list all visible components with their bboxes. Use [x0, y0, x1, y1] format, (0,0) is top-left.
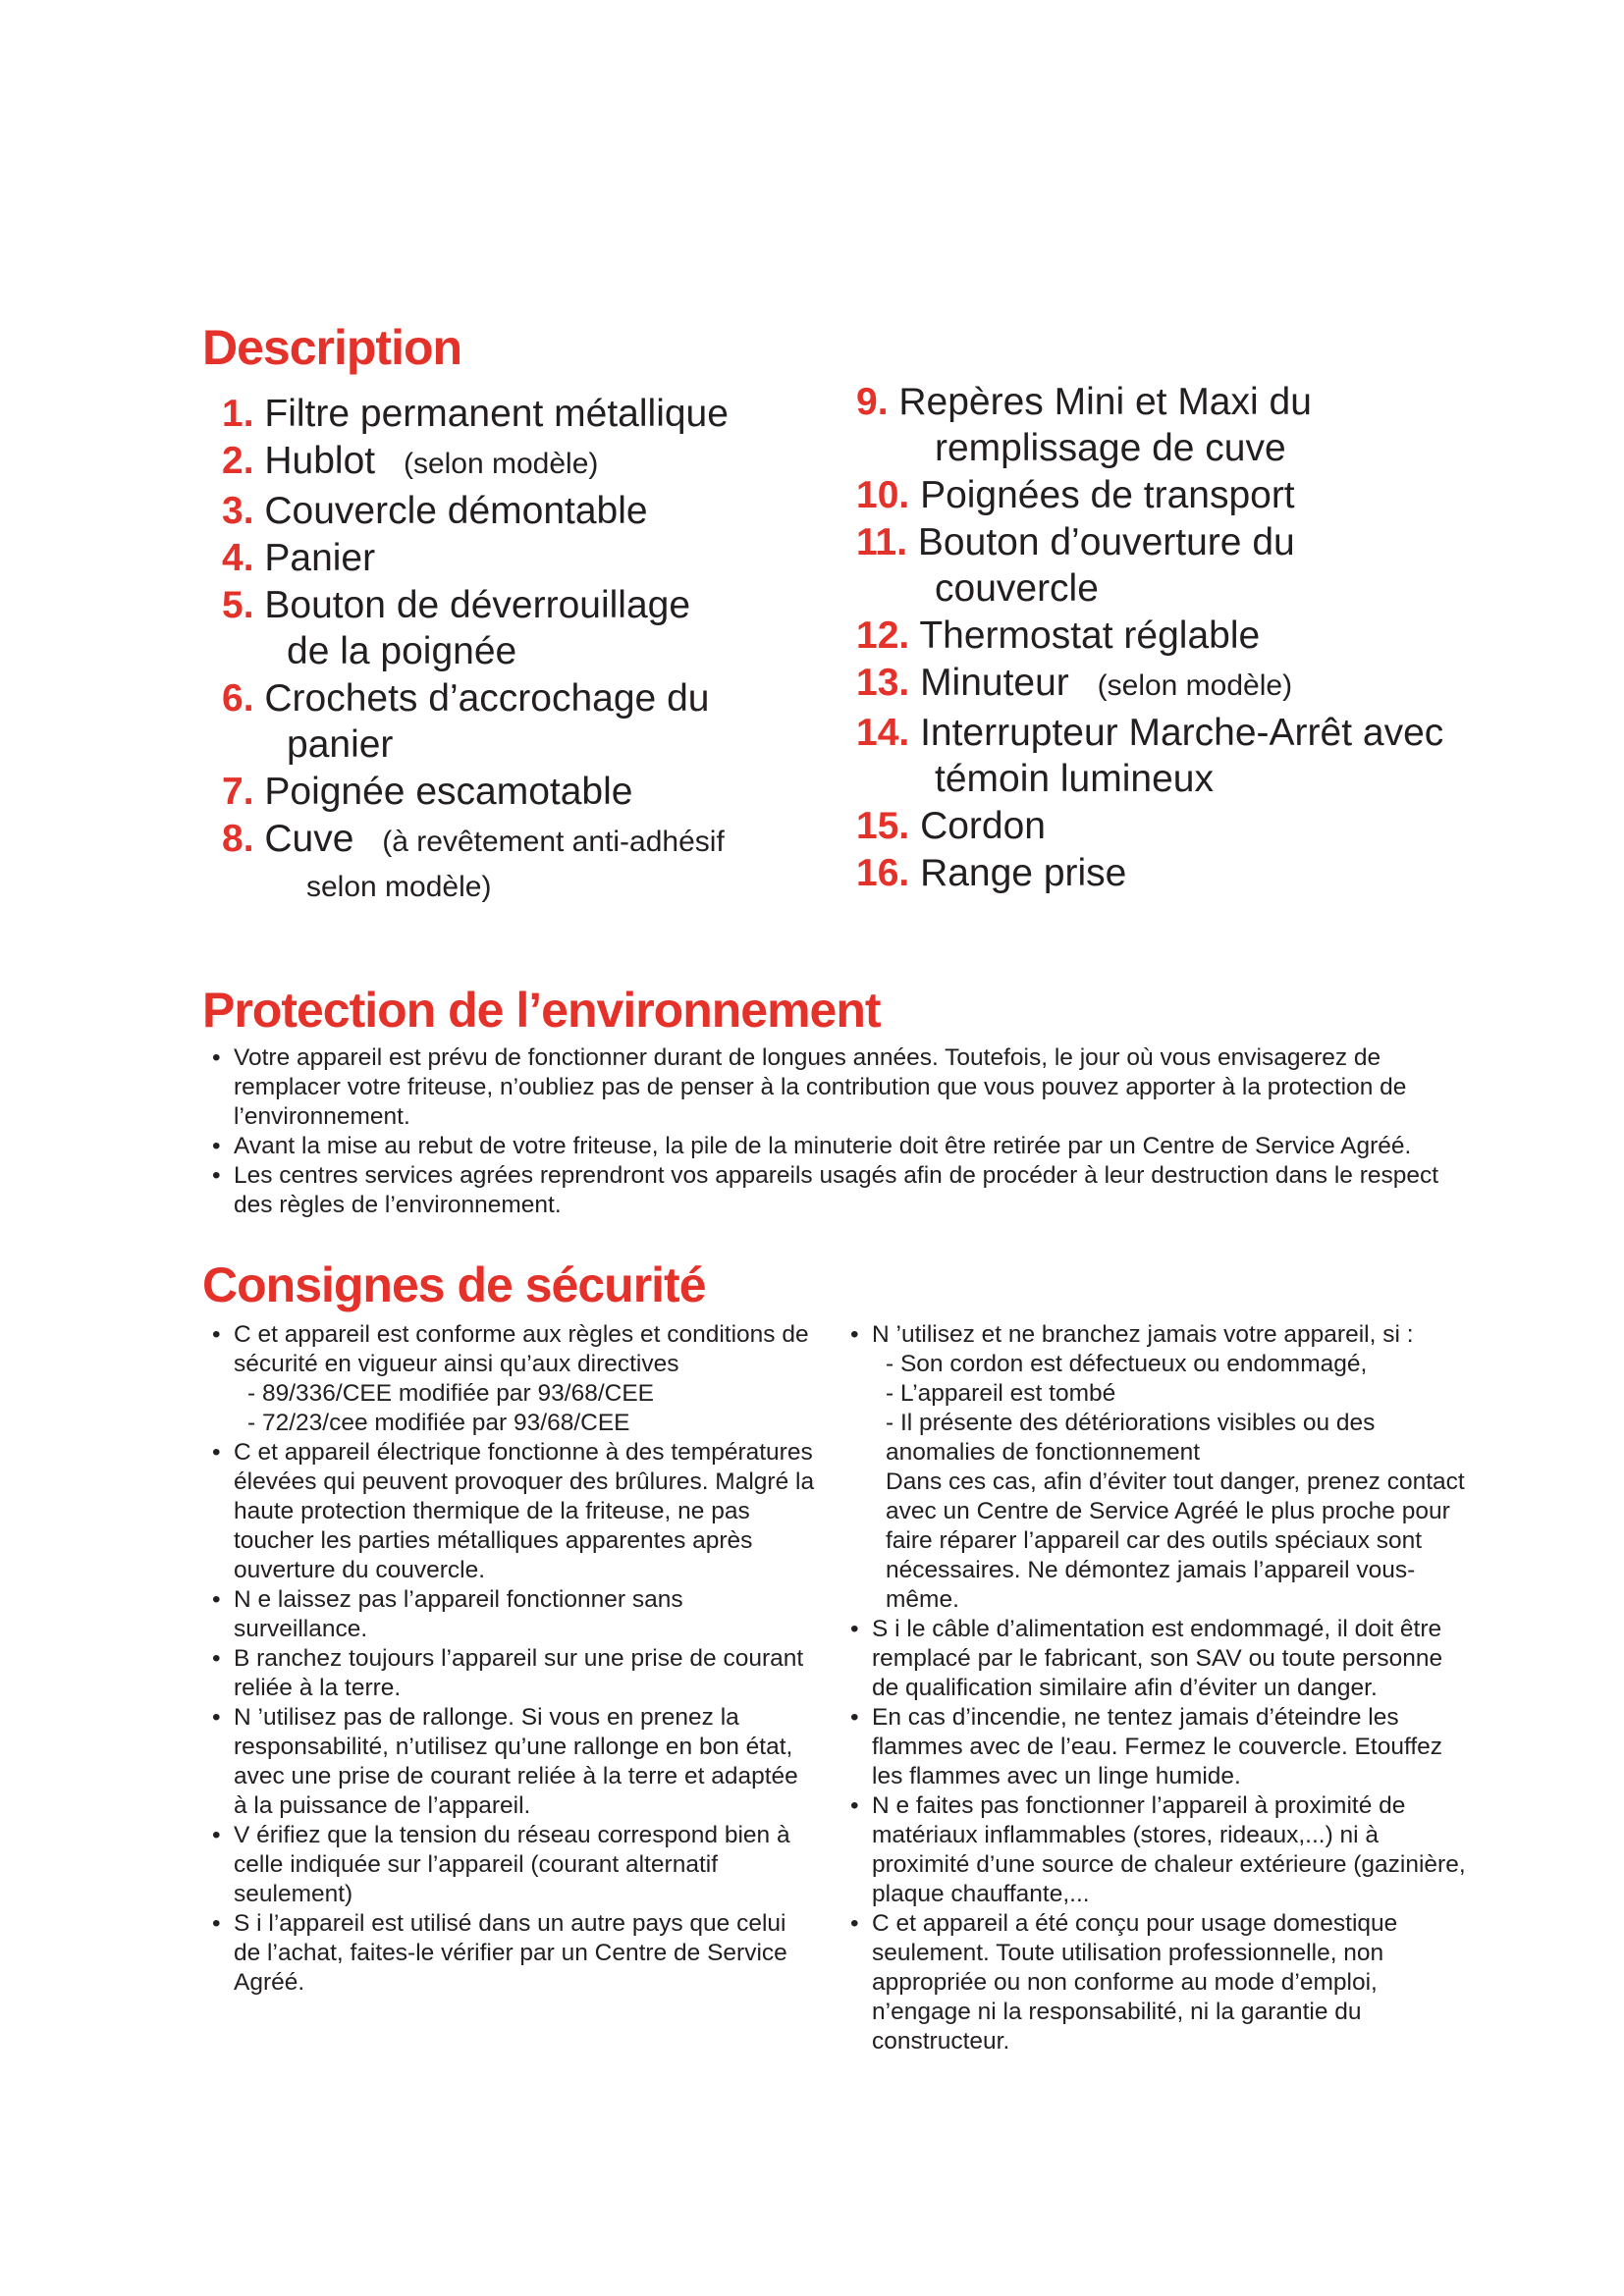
safety-bullet: • S i le câble d’alimentation est endommagé, il doit être remplacé par le fabricant, son SAV ou toute personne de qualification similaire afin d’éviter un danger. — [844, 1615, 1473, 1703]
description-item-14: 14. Interrupteur Marche-Arrêt avec témoin lumineux — [856, 712, 1444, 800]
environment-bullet: • Les centres services agrées reprendront vos appareils usagés afin de procéder à leur destruction dans le respect des règles de l’environnement. — [206, 1161, 1453, 1220]
description-item-7: 7. Poignée escamotable — [222, 771, 633, 813]
safety-list-right — [844, 1320, 1473, 2056]
description-item-13: 13. Minuteur (selon modèle) — [856, 662, 1293, 704]
description-list-left — [222, 391, 811, 911]
description-item-2: 2. Hublot (selon modèle) — [222, 440, 599, 482]
environment-heading: Protection de l’environnement — [202, 983, 881, 1038]
safety-bullet: • C et appareil électrique fonctionne à des températures élevées qui peuvent provoquer des brûlures. Malgré la haute protection thermique de la friteuse, ne pas toucher les parties métalliques apparentes après ouverture du couvercle. — [206, 1438, 815, 1585]
description-item-15: 15. Cordon — [856, 805, 1046, 847]
description-item-1: 1. Filtre permanent métallique — [222, 393, 729, 435]
description-list-right — [856, 379, 1445, 897]
environment-bullet: • Avant la mise au rebut de votre friteuse, la pile de la minuterie doit être retirée par un Centre de Service Agréé. — [206, 1132, 1453, 1161]
safety-bullet: • En cas d’incendie, ne tentez jamais d’éteindre les flammes avec de l’eau. Fermez le couvercle. Etouffez les flammes avec un linge humide. — [844, 1703, 1473, 1791]
safety-heading: Consignes de sécurité — [202, 1257, 706, 1312]
description-item-10: 10. Poignées de transport — [856, 474, 1295, 516]
description-item-11: 11. Bouton d’ouverture du couvercle — [856, 521, 1295, 610]
safety-list-left — [206, 1320, 815, 1998]
description-item-6: 6. Crochets d’accrochage du panier — [222, 677, 710, 766]
safety-bullet: • N e faites pas fonctionner l’appareil à proximité de matériaux inflammables (stores, rideaux,...) ni à proximité d’une source de chaleur extérieure (gazinière, plaque chauffante,... — [844, 1791, 1473, 1909]
description-item-8: 8. Cuve (à revêtement anti-adhésif selon modèle) — [222, 818, 725, 903]
description-item-5: 5. Bouton de déverrouillage de la poignée — [222, 584, 691, 672]
description-item-3: 3. Couvercle démontable — [222, 490, 648, 532]
safety-bullet: • N ’utilisez pas de rallonge. Si vous en prenez la responsabilité, n’utilisez qu’une rallonge en bon état, avec une prise de courant reliée à la terre et adaptée à la puissance de l’appareil. — [206, 1703, 815, 1821]
safety-bullet: • N e laissez pas l’appareil fonctionner sans surveillance. — [206, 1585, 815, 1644]
safety-bullet: • S i l’appareil est utilisé dans un autre pays que celui de l’achat, faites-le vérifier par un Centre de Service Agréé. — [206, 1909, 815, 1998]
safety-bullet: • N ’utilisez et ne branchez jamais votre appareil, si : - Son cordon est défectueux ou endommagé, - L’appareil est tombé - Il présente des détériorations visibles ou des anomalies de fonctionnement Dans ces cas, afin d’éviter tout danger, prenez contact avec un Centre de Service Agréé le plus proche pour faire réparer l’appareil car des outils spéciaux sont nécessaires. Ne démontez jamais l’appareil vous-même. — [844, 1320, 1473, 1615]
safety-bullet: • C et appareil a été conçu pour usage domestique seulement. Toute utilisation professionnelle, non appropriée ou non conforme au mode d’emploi, n’engage ni la responsabilité, ni la garantie du constructeur. — [844, 1909, 1473, 2056]
environment-bullet: • Votre appareil est prévu de fonctionner durant de longues années. Toutefois, le jour où vous envisagerez de remplacer votre friteuse, n’oubliez pas de penser à la contribution que vous pouvez apporter à la protection de l’environnement. — [206, 1043, 1453, 1132]
description-item-16: 16. Range prise — [856, 852, 1127, 894]
description-item-12: 12. Thermostat réglable — [856, 614, 1261, 657]
safety-bullet: • B ranchez toujours l’appareil sur une prise de courant reliée à la terre. — [206, 1644, 815, 1703]
description-item-9: 9. Repères Mini et Maxi du remplissage de cuve — [856, 381, 1312, 469]
description-item-4: 4. Panier — [222, 537, 376, 579]
description-heading: Description — [202, 320, 462, 375]
environment-list — [206, 1043, 1453, 1220]
safety-bullet: • C et appareil est conforme aux règles et conditions de sécurité en vigueur ainsi qu’aux directives - 89/336/CEE modifiée par 93/68/CEE - 72/23/cee modifiée par 93/68/CEE — [206, 1320, 815, 1438]
safety-bullet: • V érifiez que la tension du réseau correspond bien à celle indiquée sur l’appareil (courant alternatif seulement) — [206, 1821, 815, 1909]
